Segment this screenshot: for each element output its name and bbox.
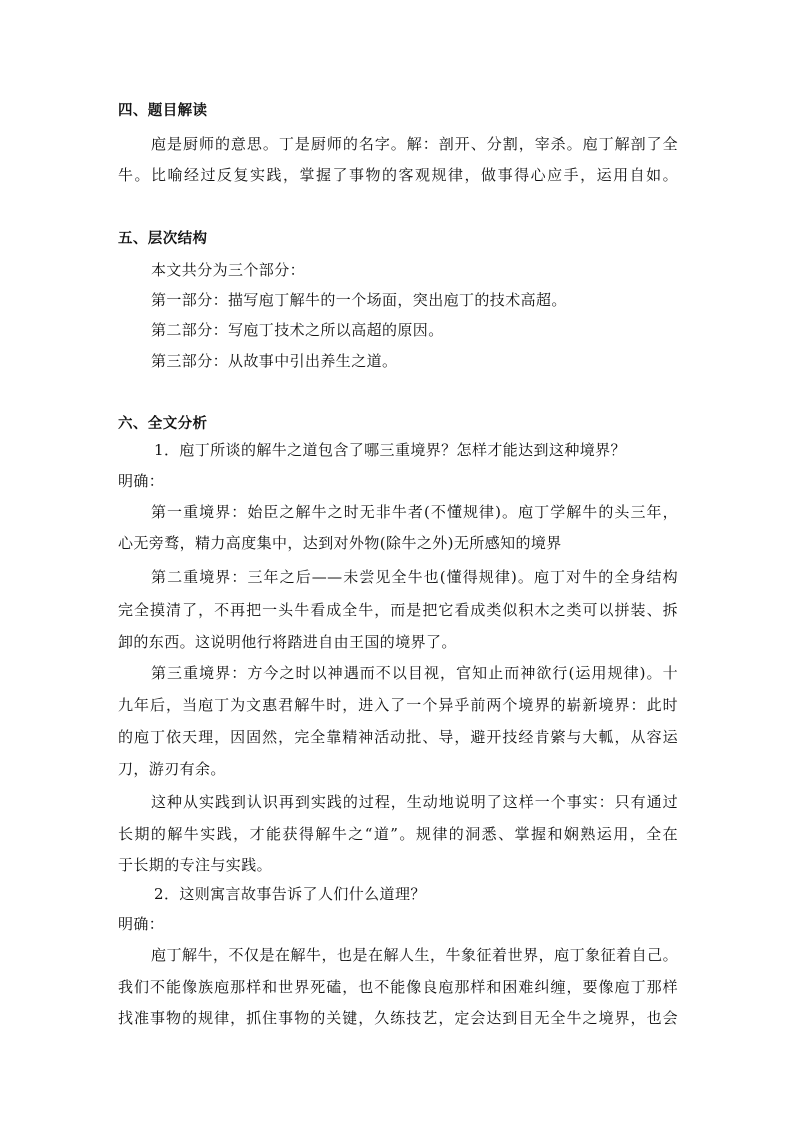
answer-label: 明确： xyxy=(118,915,165,933)
paragraph-line: 长期的解牛实践，才能获得解牛之“道”。规律的洞悉、掌握和娴熟运用，全在 xyxy=(118,825,678,843)
section-heading-4: 四、题目解读 xyxy=(118,103,208,119)
paragraph-line: 第二重境界：三年之后——未尝见全牛也(懂得规律)。庖丁对牛的全身结构 xyxy=(151,568,678,586)
paragraph-line: 这种从实践到认识再到实践的过程，生动地说明了这样一个事实：只有通过 xyxy=(151,793,678,811)
section-heading-6: 六、全文分析 xyxy=(118,416,208,432)
answer-label: 明确： xyxy=(118,472,165,490)
paragraph-line: 九年后，当庖丁为文惠君解牛时，进入了一个异乎前两个境界的崭新境界：此时 xyxy=(118,696,678,714)
paragraph-line: 牛。比喻经过反复实践，掌握了事物的客观规律，做事得心应手，运用自如。 xyxy=(118,166,678,184)
paragraph-line: 找准事物的规律，抓住事物的关键，久练技艺，定会达到目无全牛之境界，也会 xyxy=(118,1009,678,1027)
paragraph-line: 于长期的专注与实践。 xyxy=(118,856,273,874)
paragraph-line: 第三部分：从故事中引出养生之道。 xyxy=(151,352,398,370)
paragraph-line: 本文共分为三个部分： xyxy=(151,261,306,279)
paragraph-line: 完全摸清了，不再把一头牛看成全牛，而是把它看成类似积木之类可以拼装、拆 xyxy=(118,601,678,619)
paragraph-line: 第二部分：写庖丁技术之所以高超的原因。 xyxy=(151,321,444,339)
paragraph-line: 庖丁解牛，不仅是在解牛，也是在解人生，牛象征着世界，庖丁象征着自己。 xyxy=(151,946,678,964)
paragraph-line: 第一重境界：始臣之解牛之时无非牛者(不懂规律)。庖丁学解牛的头三年， xyxy=(151,503,678,521)
paragraph-line: 刀，游刃有余。 xyxy=(118,760,226,778)
paragraph-line: 我们不能像族庖那样和世界死磕，也不能像良庖那样和困难纠缠，要像庖丁那样 xyxy=(118,978,678,996)
paragraph-line: 第三重境界：方今之时以神遇而不以目视，官知止而神欲行(运用规律)。十 xyxy=(151,664,678,682)
paragraph-line: 第一部分：描写庖丁解牛的一个场面，突出庖丁的技术高超。 xyxy=(151,291,567,309)
paragraph-line: 心无旁骛，精力高度集中，达到对外物(除牛之外)无所感知的境界 xyxy=(118,534,562,552)
paragraph-line: 的庖丁依天理，因固然，完全靠精神活动批、导，避开技经肯綮与大軱，从容运 xyxy=(118,728,678,746)
paragraph-line: 庖是厨师的意思。丁是厨师的名字。解：剖开、分割，宰杀。庖丁解剖了全 xyxy=(151,135,678,153)
section-heading-5: 五、层次结构 xyxy=(118,231,208,247)
question-2: 2．这则寓言故事告诉了人们什么道理？ xyxy=(154,885,426,903)
question-1: 1．庖丁所谈的解牛之道包含了哪三重境界？怎样才能达到这种境界？ xyxy=(154,441,626,459)
paragraph-line: 卸的东西。这说明他行将踏进自由王国的境界了。 xyxy=(118,633,457,651)
